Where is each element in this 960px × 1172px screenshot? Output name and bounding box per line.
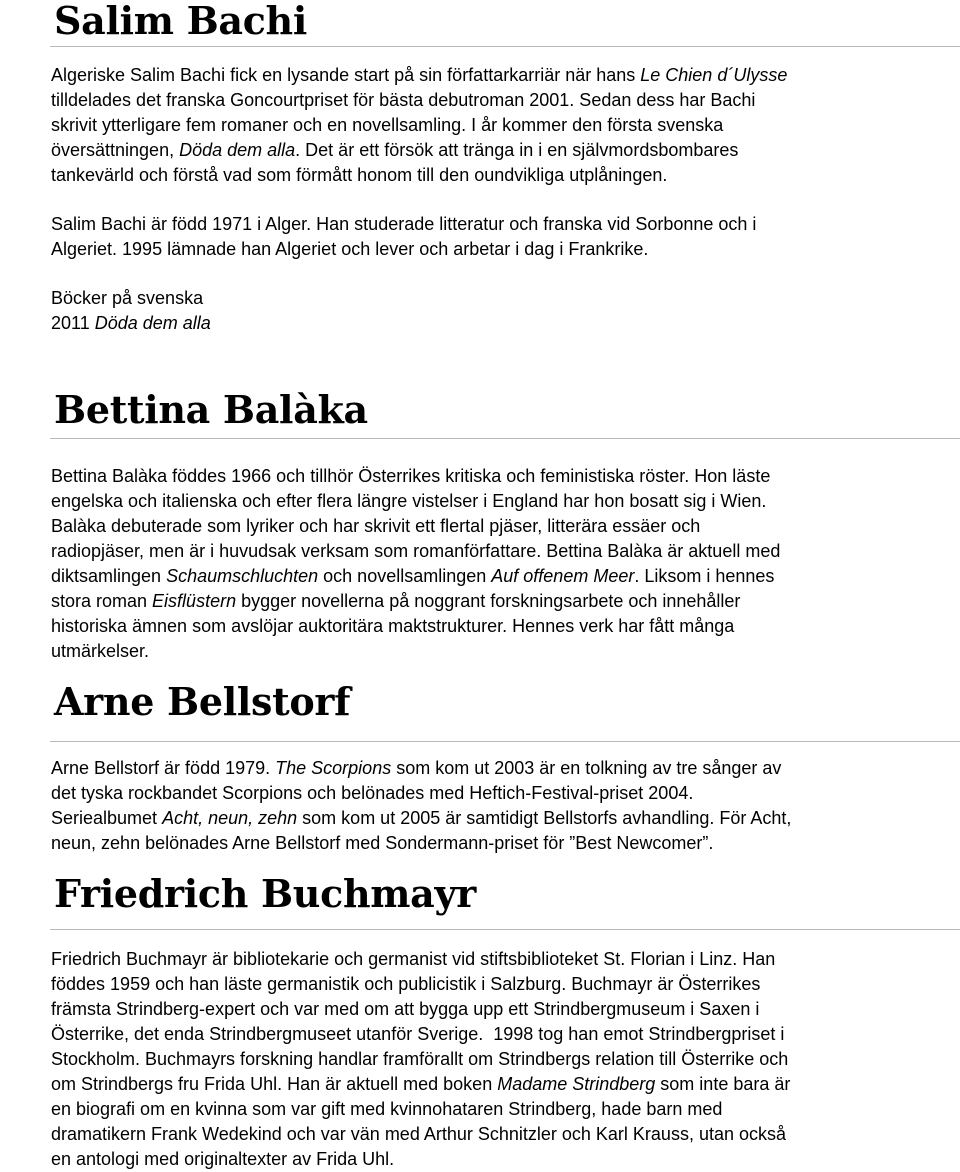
bio-line: Balàka debuterade som lyriker och har skrivit ett flertal pjäser, litterära essäer och bbox=[51, 516, 701, 536]
author-heading-salim-bachi: Salim Bachi bbox=[54, 0, 308, 43]
book-title: Auf offenem Meer bbox=[491, 566, 635, 586]
bio-line: Stockholm. Buchmayrs forskning handlar framförallt om Strindbergs relation till Österrike och bbox=[51, 1049, 789, 1069]
author-heading-friedrich-buchmayr: Friedrich Buchmayr bbox=[54, 871, 477, 916]
heading-divider bbox=[50, 929, 960, 930]
bio-line: historiska ämnen som avslöjar auktoritära maktstrukturer. Hennes verk har fått många bbox=[51, 616, 735, 636]
bio-line: Algeriet. 1995 lämnade han Algeriet och lever och arbetar i dag i Frankrike. bbox=[51, 239, 649, 259]
author-bio-arne-bellstorf bbox=[51, 756, 956, 856]
book-title: Eisflüstern bbox=[152, 591, 237, 611]
bio-line: engelska och italienska och efter flera längre vistelser i England har hon bosatt sig i Wien. bbox=[51, 491, 767, 511]
bio-line: neun, zehn belönades Arne Bellstorf med Sondermann-priset för ”Best Newcomer”. bbox=[51, 833, 714, 853]
bio-line: Bettina Balàka föddes 1966 och tillhör Österrikes kritiska och feministiska röster. Hon läste bbox=[51, 466, 771, 486]
bio-line: en antologi med originaltexter av Frida Uhl. bbox=[51, 1149, 395, 1169]
bio-line: Seriealbumet Acht, neun, zehn som kom ut 2005 är samtidigt Bellstorfs avhandling. För Acht, bbox=[51, 808, 792, 828]
bio-line: diktsamlingen Schaumschluchten och novellsamlingen Auf offenem Meer. Liksom i hennes bbox=[51, 566, 775, 586]
heading-divider bbox=[50, 741, 960, 742]
book-title: Acht, neun, zehn bbox=[162, 808, 298, 828]
book-title: Döda dem alla bbox=[179, 140, 296, 160]
bio-line: översättningen, Döda dem alla. Det är ett försök att tränga in i en självmordsbombares bbox=[51, 140, 739, 160]
author-bio-friedrich-buchmayr bbox=[51, 947, 956, 1172]
author-bio-bettina-balaka bbox=[51, 464, 956, 664]
bio-line: radiopjäser, men är i huvudsak verksam som romanförfattare. Bettina Balàka är aktuell med bbox=[51, 541, 781, 561]
author-heading-arne-bellstorf: Arne Bellstorf bbox=[54, 679, 351, 724]
book-title: The Scorpions bbox=[275, 758, 392, 778]
heading-divider bbox=[50, 46, 960, 47]
bio-line: utmärkelser. bbox=[51, 641, 150, 661]
bio-line: Arne Bellstorf är född 1979. The Scorpions som kom ut 2003 är en tolkning av tre sånger av bbox=[51, 758, 782, 778]
bio-line: stora roman Eisflüstern bygger novellerna på noggrant forskningsarbete och innehåller bbox=[51, 591, 741, 611]
bio-line: skrivit ytterligare fem romaner och en novellsamling. I år kommer den första svenska bbox=[51, 115, 724, 135]
book-title: Madame Strindberg bbox=[497, 1074, 656, 1094]
bio-line: främsta Strindberg-expert och var med om att bygga upp ett Strindbergmuseum i Saxen i bbox=[51, 999, 760, 1019]
bio-line: om Strindbergs fru Frida Uhl. Han är aktuell med boken Madame Strindberg som inte bara är bbox=[51, 1074, 791, 1094]
bio-line: tilldelades det franska Goncourtpriset för bästa debutroman 2001. Sedan dess har Bachi bbox=[51, 90, 756, 110]
book-title: Le Chien d´Ulysse bbox=[640, 65, 788, 85]
book-title: Schaumschluchten bbox=[166, 566, 319, 586]
bio-line: det tyska rockbandet Scorpions och belönades med Heftich-Festival-priset 2004. bbox=[51, 783, 694, 803]
book-title: Döda dem alla bbox=[94, 313, 211, 333]
book-list-item: 2011 Döda dem alla bbox=[51, 313, 211, 333]
bio-line: en biografi om en kvinna som var gift med kvinnohataren Strindberg, hade barn med bbox=[51, 1099, 723, 1119]
books-in-swedish-label: Böcker på svenska bbox=[51, 288, 204, 308]
bio-line: dramatikern Frank Wedekind och var vän med Arthur Schnitzler och Karl Krauss, utan också bbox=[51, 1124, 787, 1144]
bio-line: Algeriske Salim Bachi fick en lysande start på sin författarkarriär när hans Le Chien d´Ulysse bbox=[51, 65, 788, 85]
bio-line: föddes 1959 och han läste germanistik och publicistik i Salzburg. Buchmayr är Österrikes bbox=[51, 974, 761, 994]
bio-line: tankevärld och förstå vad som förmått honom till den oundvikliga utplåningen. bbox=[51, 165, 668, 185]
bio-line: Salim Bachi är född 1971 i Alger. Han studerade litteratur och franska vid Sorbonne och i bbox=[51, 214, 757, 234]
bio-line: Friedrich Buchmayr är bibliotekarie och germanist vid stiftsbiblioteket St. Florian i Linz. Han bbox=[51, 949, 776, 969]
heading-divider bbox=[50, 438, 960, 439]
author-heading-bettina-balaka: Bettina Balàka bbox=[54, 387, 368, 432]
author-bio-salim-bachi bbox=[51, 63, 956, 336]
bio-line: Österrike, det enda Strindbergmuseet utanför Sverige. 1998 tog han emot Strindbergpriset i bbox=[51, 1024, 785, 1044]
